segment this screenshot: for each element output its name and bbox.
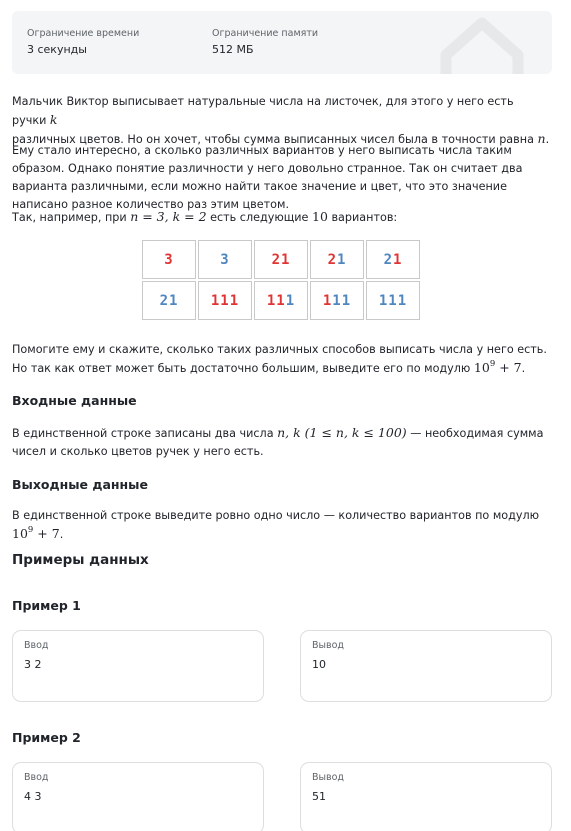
input-text: В единственной строке записаны два числа xyxy=(12,427,278,440)
house-icon xyxy=(440,15,524,74)
variant-cell xyxy=(310,240,364,279)
variant-cell xyxy=(254,240,308,279)
statement-text: есть следующие xyxy=(206,211,312,224)
time-limit-value: 3 секунды xyxy=(27,43,87,56)
variant-digit-blue: 1 xyxy=(337,251,347,268)
variant-digit-blue: 21 xyxy=(159,292,179,309)
input-description xyxy=(12,424,550,461)
memory-limit xyxy=(212,28,318,57)
math-example-params: n = 3, k = 2 xyxy=(130,209,207,224)
statement-paragraph-4 xyxy=(12,341,550,378)
modulus-base: 10 xyxy=(12,526,28,541)
output-description xyxy=(12,507,550,544)
example-1-output[interactable] xyxy=(300,630,552,702)
variant-digit-red: 3 xyxy=(164,251,174,268)
statement-text: Помогите ему и скажите, сколько таких различных способов выписать числа у него есть. Но так как ответ может быть достаточно большим, выведите его по модулю xyxy=(12,343,547,375)
input-value: 3 2 xyxy=(24,658,42,671)
statement-text: вариантов: xyxy=(327,211,398,224)
modulus-base: 10 xyxy=(473,360,490,375)
variant-digit-red: 111 xyxy=(210,292,240,309)
statement-text: . xyxy=(545,133,550,146)
variant-cell xyxy=(366,240,420,279)
input-label: Ввод xyxy=(24,772,49,783)
variant-digit-red: 1 xyxy=(393,251,403,268)
examples-heading: Примеры данных xyxy=(12,552,149,568)
output-text: . xyxy=(59,528,64,541)
statement-paragraph-3 xyxy=(12,208,550,227)
memory-limit-value: 512 МБ xyxy=(212,43,254,56)
statement-paragraph-1 xyxy=(12,93,550,149)
output-value: 51 xyxy=(312,790,326,803)
variant-digit-red: 2 xyxy=(327,251,337,268)
limits-card xyxy=(12,11,552,74)
output-text: В единственной строке выведите ровно одно число — количество вариантов по модулю xyxy=(12,509,540,522)
math-modulus xyxy=(12,526,60,541)
math-modulus xyxy=(474,360,522,375)
modulus-exponent: 9 xyxy=(27,524,34,535)
example-1-input[interactable] xyxy=(12,630,264,702)
example-2-input[interactable] xyxy=(12,762,264,831)
statement-text: . xyxy=(521,362,526,375)
example-1-title: Пример 1 xyxy=(12,598,81,613)
statement-text: различных цветов. Но он хочет, чтобы сумма выписанных чисел была в точности равна xyxy=(12,133,538,146)
variant-digit-blue: 111 xyxy=(378,292,408,309)
example-2-output[interactable] xyxy=(300,762,552,831)
variant-cell xyxy=(142,281,196,320)
statement-paragraph-2: Ему стало интересно, а сколько различных вариантов у него выписать числа таким образом. Однако понятие различности у него довольно странное. Так он считает два варианта различными, если можно найти такое значение и цвет, что это значение написано разное количество раз этим цветом. xyxy=(12,144,523,211)
variant-cell xyxy=(366,281,420,320)
output-label: Вывод xyxy=(312,640,344,651)
variant-digit-blue: 3 xyxy=(220,251,230,268)
math-k: k xyxy=(49,112,58,127)
variant-digit-red: 21 xyxy=(271,251,291,268)
statement-text: Так, например, при xyxy=(12,211,131,224)
output-heading: Выходные данные xyxy=(12,477,148,492)
variant-cell xyxy=(198,240,252,279)
math-n: n xyxy=(537,131,546,146)
variants-table xyxy=(142,240,422,321)
memory-limit-label: Ограничение памяти xyxy=(212,28,319,39)
variant-cell xyxy=(198,281,252,320)
input-text: — необходимая сумма чисел и сколько цветов ручек у него есть. xyxy=(12,427,544,458)
time-limit-label: Ограничение времени xyxy=(27,28,140,39)
variant-digit-blue: 11 xyxy=(332,292,352,309)
statement-text: Мальчик Виктор выписывает натуральные числа на листочек, для этого у него есть ручки xyxy=(12,95,514,127)
input-heading: Входные данные xyxy=(12,393,137,408)
variant-cell xyxy=(142,240,196,279)
output-value: 10 xyxy=(312,658,326,671)
variant-digit-red: 1 xyxy=(322,292,333,309)
modulus-tail: + 7 xyxy=(495,360,522,375)
variant-digit-blue: 1 xyxy=(285,292,296,309)
modulus-exponent: 9 xyxy=(489,358,496,369)
math-input-constraints: n, k (1 ≤ n, k ≤ 100) xyxy=(277,425,407,440)
example-2-title: Пример 2 xyxy=(12,730,81,745)
variant-digit-red: 11 xyxy=(266,292,286,309)
input-value: 4 3 xyxy=(24,790,42,803)
variant-cell xyxy=(310,281,364,320)
variant-digit-blue: 2 xyxy=(383,251,393,268)
time-limit xyxy=(27,28,139,57)
math-variant-count: 10 xyxy=(312,209,328,224)
input-label: Ввод xyxy=(24,640,49,651)
output-label: Вывод xyxy=(312,772,344,783)
variant-cell xyxy=(254,281,308,320)
modulus-tail: + 7 xyxy=(33,526,60,541)
